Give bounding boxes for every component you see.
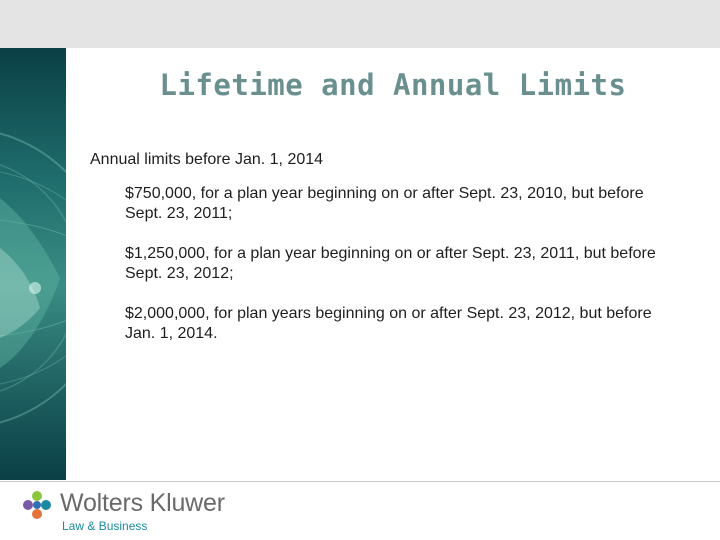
slide-title: Lifetime and Annual Limits — [159, 68, 627, 102]
list-item: $1,250,000, for a plan year beginning on or after Sept. 23, 2011, but before Sept. 23, 2012; — [125, 245, 656, 282]
globe-icon — [0, 48, 66, 480]
top-band — [0, 0, 720, 48]
footer-divider — [0, 481, 720, 482]
section-heading: Annual limits before Jan. 1, 2014 — [90, 151, 324, 168]
globe-decoration — [0, 48, 66, 480]
slide-content — [90, 150, 690, 364]
logo-tagline: Law & Business — [62, 519, 148, 533]
wolters-kluwer-logo-icon — [22, 490, 52, 520]
list-item: $2,000,000, for plan years beginning on or after Sept. 23, 2012, but before Jan. 1, 2014. — [125, 305, 652, 342]
logo-wordmark: Wolters Kluwer — [60, 489, 225, 517]
list-item: $750,000, for a plan year beginning on or after Sept. 23, 2010, but before Sept. 23, 2011; — [125, 185, 644, 222]
limits-list — [90, 184, 690, 344]
